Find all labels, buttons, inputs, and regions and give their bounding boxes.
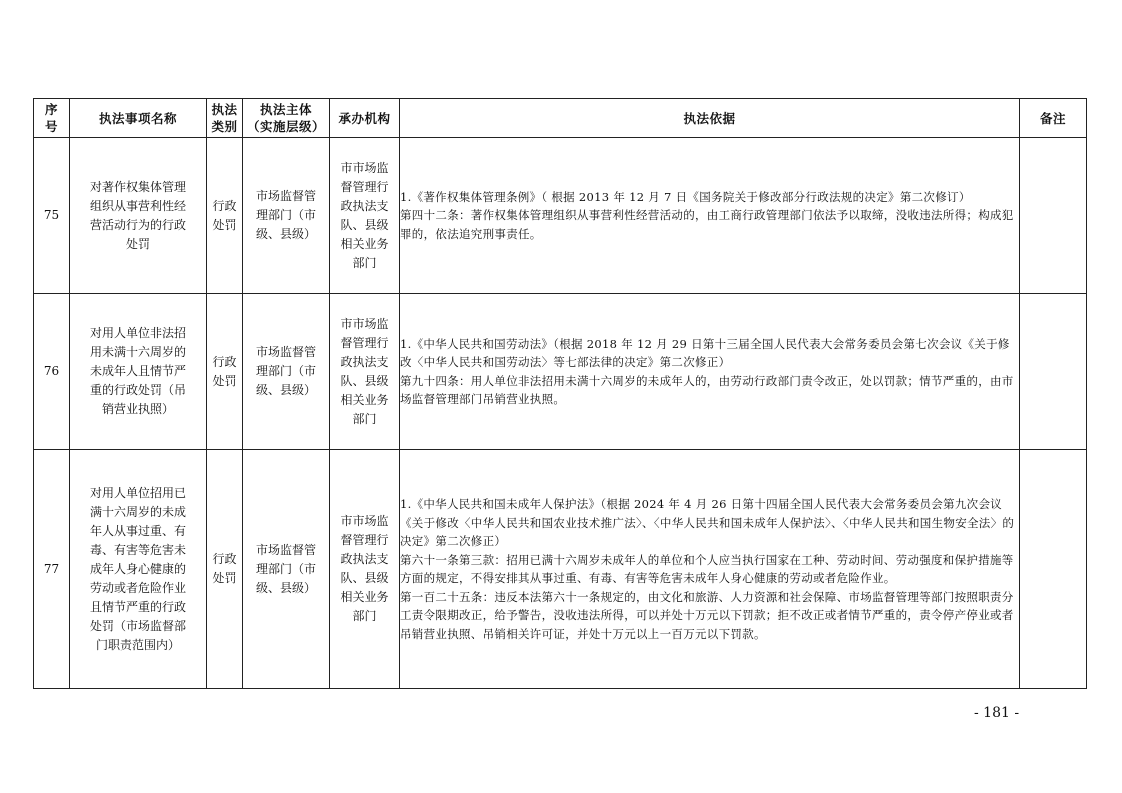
header-category: 执法 类别	[207, 99, 243, 138]
enforcement-table	[33, 98, 1087, 689]
page-number: - 181 -	[974, 705, 1020, 721]
row-category: 行政 处罚	[207, 294, 243, 450]
row-category: 行政 处罚	[207, 450, 243, 689]
basis-paragraph: 第四十二条：著作权集体管理组织从事营利性经营活动的，由工商行政管理部门依法予以取缔，没收违法所得；构成犯罪的，依法追究刑事责任。	[400, 208, 1014, 241]
row-subject: 市场监督管 理部门（市 级、县级）	[243, 450, 330, 689]
row-name: 对用人单位非法招 用未满十六周岁的 未成年人且情节严 重的行政处罚（吊 销营业执照）	[70, 294, 207, 450]
header-basis: 执法依据	[400, 99, 1020, 138]
row-category: 行政 处罚	[207, 138, 243, 294]
basis-paragraph: 第六十一条第三款：招用已满十六周岁未成年人的单位和个人应当执行国家在工种、劳动时间、劳动强度和保护措施等方面的规定，不得安排其从事过重、有毒、有害等危害未成年人身心健康的劳动或者危险作业。	[400, 552, 1014, 585]
row-index: 76	[34, 294, 70, 450]
header-subject: 执法主体 （实施层级）	[243, 99, 330, 138]
row-remark	[1020, 450, 1087, 689]
row-basis	[400, 138, 1020, 294]
basis-paragraph: 1.《中华人民共和国未成年人保护法》（根据 2024 年 4 月 26 日第十四届全国人民代表大会常务委员会第九次会议《关于修改〈中华人民共和国农业技术推广法〉、〈中华人民共和国未成年人保护法〉、〈中华人民共和国生物安全法〉的决定》第二次修正）	[400, 497, 1015, 548]
header-name: 执法事项名称	[70, 99, 207, 138]
basis-paragraph: 1.《著作权集体管理条例》（ 根据 2013 年 12 月 7 日《国务院关于修改部分行政法规的决定》第二次修订）	[400, 189, 971, 204]
basis-paragraph: 第一百二十五条：违反本法第六十一条规定的，由文化和旅游、人力资源和社会保障、市场监督管理等部门按照职责分工责令限期改正，给予警告，没收违法所得，可以并处十万元以下罚款；拒不改正或者情节严重的，责令停产停业或者吊销营业执照、吊销相关许可证，并处十万元以上一百万元以下罚款。	[400, 589, 1014, 641]
row-agency: 市市场监 督管理行 政执法支 队、县级 相关业务 部门	[330, 450, 400, 689]
header-index: 序 号	[34, 99, 70, 138]
row-remark	[1020, 138, 1087, 294]
header-agency: 承办机构	[330, 99, 400, 138]
header-remark: 备注	[1020, 99, 1087, 138]
row-index: 77	[34, 450, 70, 689]
table-row	[34, 138, 1087, 294]
row-basis	[400, 450, 1020, 689]
basis-paragraph: 第九十四条：用人单位非法招用未满十六周岁的未成年人的，由劳动行政部门责令改正，处以罚款；情节严重的，由市场监督管理部门吊销营业执照。	[400, 373, 1014, 406]
row-subject: 市场监督管 理部门（市 级、县级）	[243, 294, 330, 450]
table-row	[34, 294, 1087, 450]
table-row	[34, 450, 1087, 689]
row-remark	[1020, 294, 1087, 450]
basis-paragraph: 1.《中华人民共和国劳动法》（根据 2018 年 12 月 29 日第十三届全国人民代表大会常务委员会第七次会议《关于修改〈中华人民共和国劳动法〉等七部法律的决定》第二次修正）	[400, 336, 1010, 369]
row-agency: 市市场监 督管理行 政执法支 队、县级 相关业务 部门	[330, 294, 400, 450]
row-name: 对用人单位招用已 满十六周岁的未成 年人从事过重、有 毒、有害等危害未 成年人身心健康的 劳动或者危险作业 且情节严重的行政 处罚（市场监督部 门职责范围内）	[70, 450, 207, 689]
row-subject: 市场监督管 理部门（市 级、县级）	[243, 138, 330, 294]
row-name: 对著作权集体管理 组织从事营利性经 营活动行为的行政 处罚	[70, 138, 207, 294]
row-agency: 市市场监 督管理行 政执法支 队、县级 相关业务 部门	[330, 138, 400, 294]
header-row	[34, 99, 1087, 138]
row-basis	[400, 294, 1020, 450]
row-index: 75	[34, 138, 70, 294]
